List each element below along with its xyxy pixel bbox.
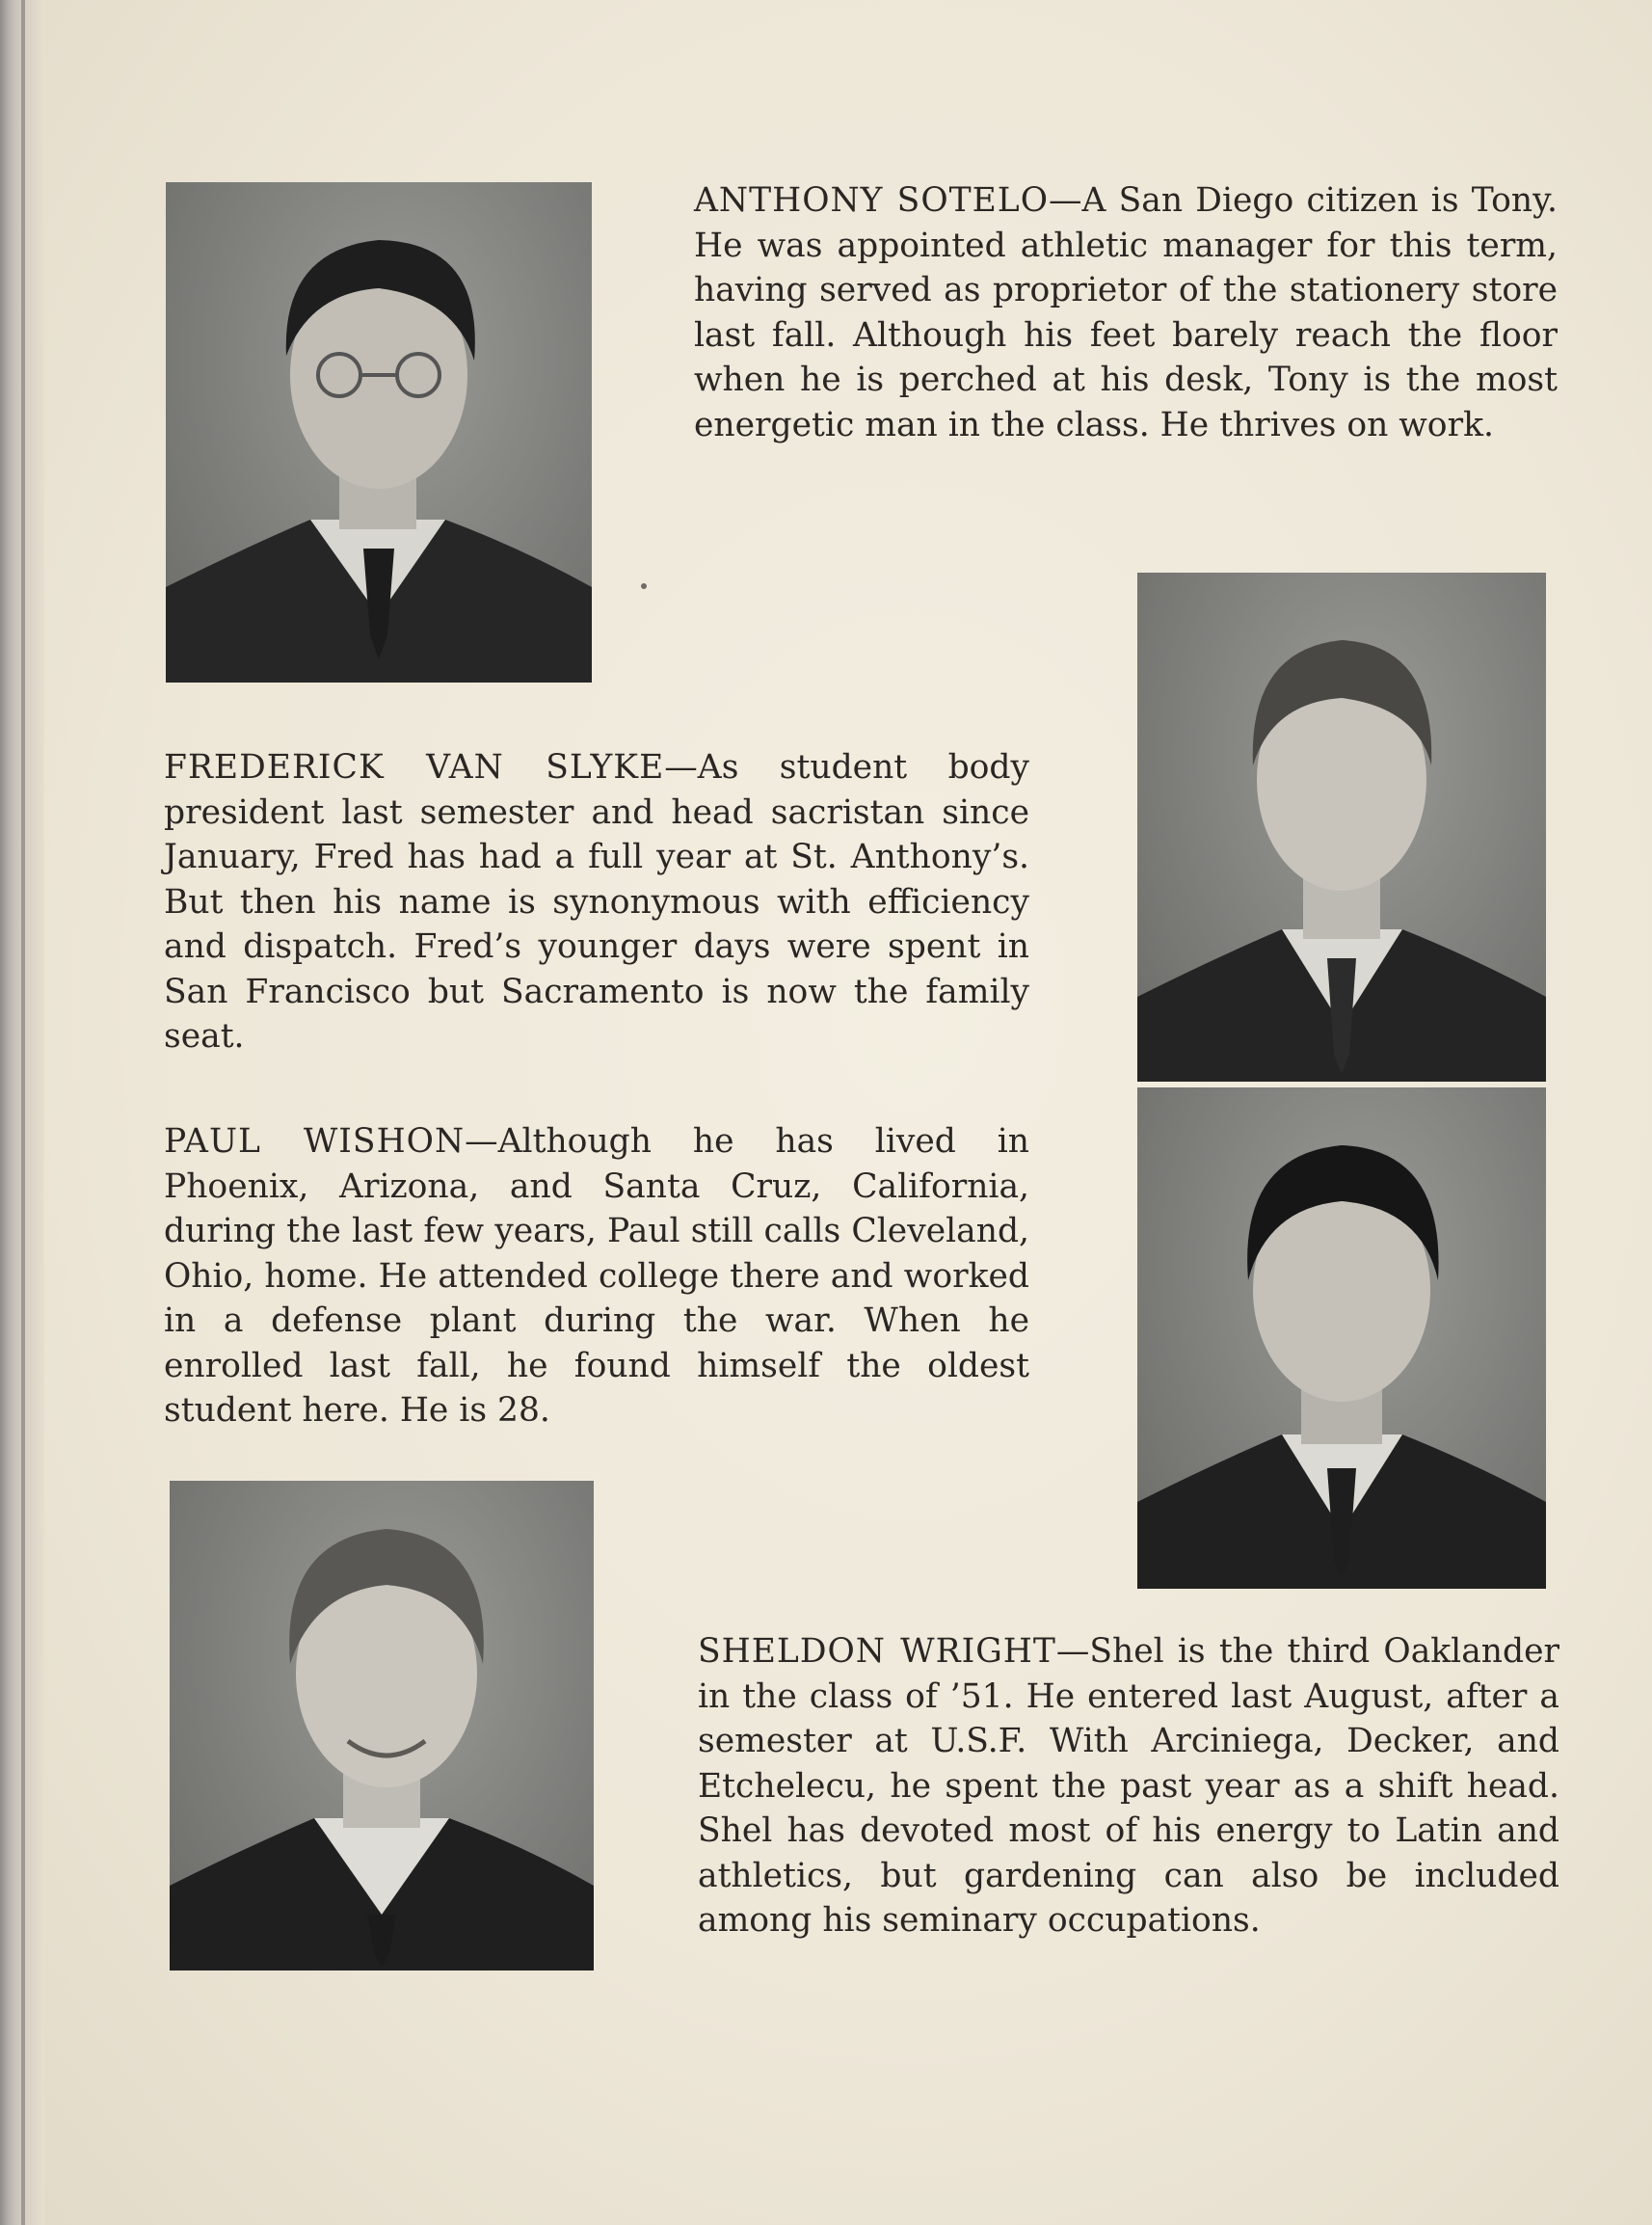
entry-text: —Shel is the third Oaklander in the class of ’51. He entered last August, after a semester at U.S.F. With Arciniega, Decker, and Etchelecu, he spent the past year as a shift head. Shel has devoted most of his energy to Latin and athletics, but gardening can also be included among his seminary occupations. bbox=[698, 1632, 1559, 1940]
binding-shadow-line bbox=[21, 0, 25, 2225]
entry-name: SHELDON WRIGHT bbox=[698, 1632, 1056, 1671]
entry-text: —As student body president last semester and head sacristan since January, Fred has had a full year at St. Anthony’s. But then his name is synonymous with efficiency and dispatch. Fred’s younger days were spent in San Francisco but Sacramento is now the family seat. bbox=[164, 748, 1030, 1056]
portrait-silhouette bbox=[1137, 573, 1546, 1082]
bio-frederick-van-slyke bbox=[164, 745, 1029, 1059]
entry-name: PAUL WISHON bbox=[164, 1122, 466, 1161]
photo-anthony-sotelo bbox=[166, 182, 592, 683]
entry-text: —Although he has lived in Phoenix, Arizona, and Santa Cruz, California, during the last few years, Paul still calls Cleveland, Ohio, home. He attended college there and worked in a defense plant during the war. When he enrolled last fall, he found himself the oldest student here. He is 28. bbox=[164, 1122, 1030, 1430]
bio-paul-wishon bbox=[164, 1119, 1029, 1434]
portrait-silhouette bbox=[1137, 1087, 1546, 1589]
photo-paul-wishon bbox=[1137, 1087, 1546, 1589]
bio-anthony-sotelo bbox=[694, 178, 1558, 447]
portrait-silhouette bbox=[166, 182, 592, 683]
portrait-silhouette bbox=[170, 1481, 594, 1970]
print-speck bbox=[641, 583, 647, 589]
entry-text: —A San Diego citizen is Tony. He was appointed athletic manager for this term, having served as proprietor of the stationery store last fall. Although his feet barely reach the floor when he is perched at his desk, Tony is the most energetic man in the class. He thrives on work. bbox=[694, 181, 1558, 444]
photo-frederick-van-slyke bbox=[1137, 573, 1546, 1082]
entry-name: FREDERICK VAN SLYKE bbox=[164, 748, 665, 787]
bio-sheldon-wright bbox=[698, 1629, 1559, 1944]
entry-name: ANTHONY SOTELO bbox=[694, 181, 1049, 220]
photo-sheldon-wright bbox=[170, 1481, 594, 1970]
